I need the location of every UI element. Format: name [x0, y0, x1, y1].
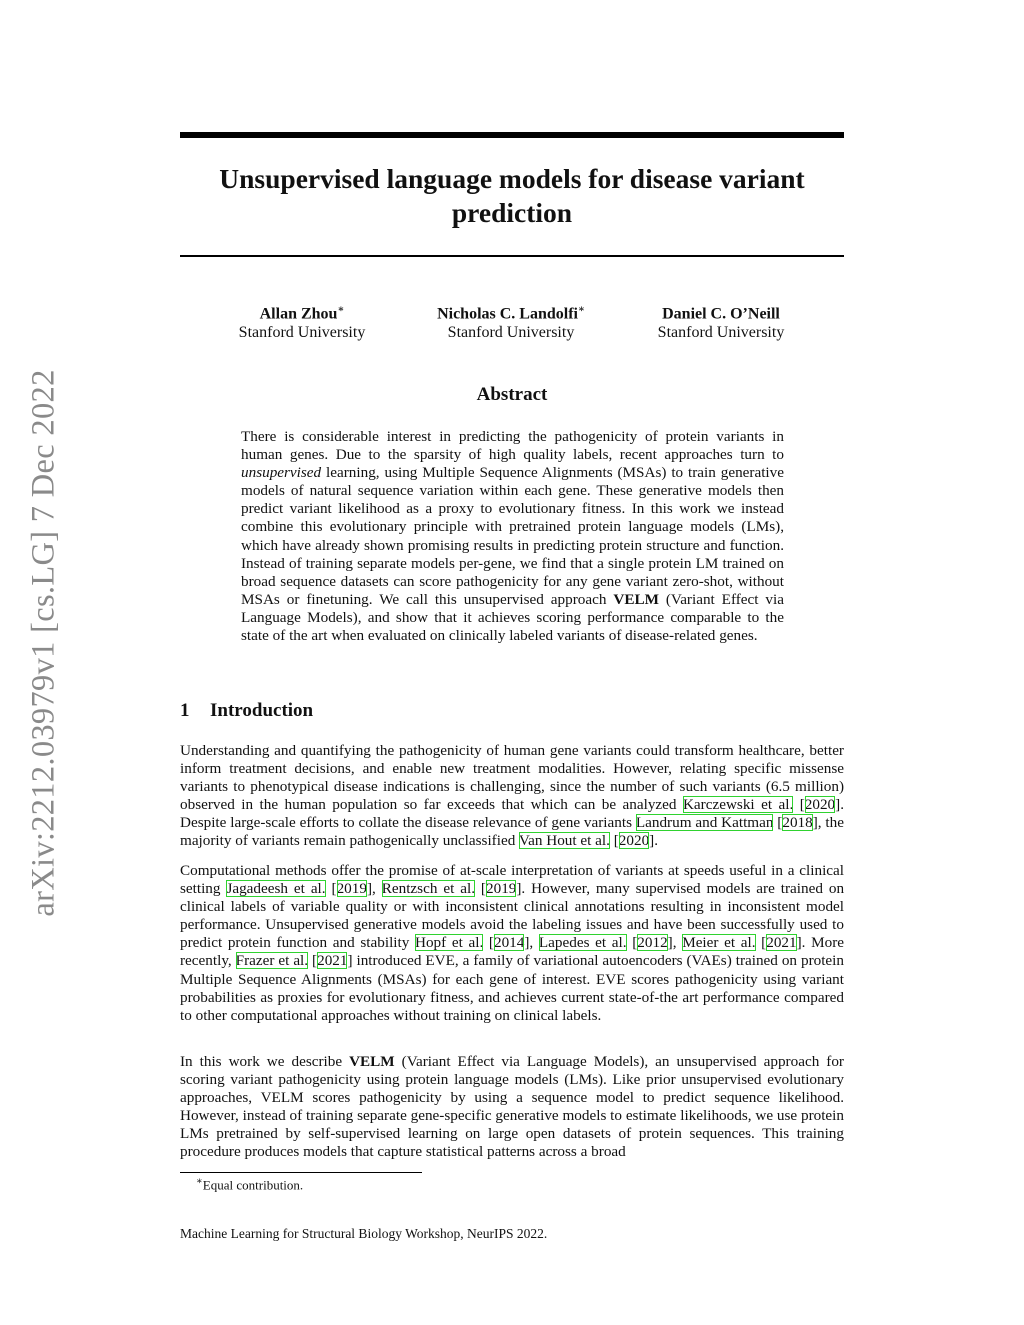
paper-title: Unsupervised language models for disease variant prediction: [219, 163, 805, 228]
title-top-rule: [180, 132, 844, 138]
citation-link[interactable]: Lapedes et al.: [538, 934, 627, 952]
title-bottom-rule: [180, 255, 844, 257]
intro-paragraph-1: Understanding and quantifying the pathogenicity of human gene variants could transform healthcare, better inform treatment decisions, and enable new treatment modalities. However, relating specific missense variants to phenotypical disease indications is challenging, since the number of such variants (6.5 million) observed in the human population so far exceeds that which can be analyzed Karczewski et al. [2020]. Despite large-scale efforts to collate the disease relevance of gene variants Landrum and Kattman [2018], the majority of variants remain pathogenically unclassified Van Hout et al. [2020].: [180, 742, 844, 850]
author-3: [616, 300, 826, 342]
citation-link[interactable]: Frazer et al.: [235, 952, 309, 970]
citation-year-link[interactable]: 2018: [782, 814, 813, 832]
author-affiliation: Stanford University: [238, 324, 366, 342]
citation-link[interactable]: Landrum and Kattman: [635, 814, 774, 832]
author-name: Daniel C. O’Neill: [662, 305, 780, 323]
section-heading: 1 Introduction: [180, 700, 314, 721]
citation-link[interactable]: Jagadeesh et al.: [226, 880, 326, 898]
citation-link[interactable]: Karczewski et al.: [682, 796, 794, 814]
abstract-text: There is considerable interest in predicting the pathogenicity of protein variants in human genes. Due to the sparsity of high quality labels, recent approaches turn to unsupervised learning, using Multiple Sequence Alignments (MSAs) to train generative models of natural sequence variation within each gene. These generative models then predict variant likelihood as a proxy to evolutionary fitness. In this work we instead combine this evolutionary principle with pretrained protein language models (LMs), which have already shown promising results in predicting protein structure and function. Instead of training separate models per-gene, we find that a single protein LM trained on broad sequence datasets can score pathogenicity for any gene variant zero-shot, without MSAs or finetuning. We call this unsupervised approach VELM (Variant Effect via Language Models), and show that it achieves scoring performance comparable to the state of the art when evaluated on clinically labeled variants of disease-related genes.: [241, 428, 784, 645]
footnote: ∗Equal contribution.: [196, 1176, 304, 1193]
abstract-heading: Abstract: [476, 384, 548, 405]
author-1: [197, 300, 407, 342]
author-affiliation: Stanford University: [447, 324, 575, 342]
citation-year-link[interactable]: 2014: [493, 934, 525, 952]
author-name: Allan Zhou∗: [259, 304, 345, 323]
citation-link[interactable]: Van Hout et al.: [518, 832, 610, 850]
author-name: Nicholas C. Landolfi∗: [437, 304, 585, 323]
citation-year-link[interactable]: 2019: [336, 880, 367, 898]
venue-footer: Machine Learning for Structural Biology Workshop, NeurIPS 2022.: [180, 1226, 548, 1241]
citation-year-link[interactable]: 2019: [486, 880, 517, 898]
citation-year-link[interactable]: 2020: [618, 832, 650, 850]
author-2: [406, 300, 616, 342]
intro-paragraph-3: In this work we describe VELM (Variant Effect via Language Models), an unsupervised approach for scoring variant pathogenicity using protein language models (LMs). Like prior unsupervised evolutionary approaches, VELM scores pathogenicity by using a sequence model to predict sequence likelihood. However, instead of training separate gene-specific generative models to estimate likelihoods, we use protein LMs pretrained by self-supervised learning on large open datasets of protein sequences. This training procedure produces models that capture statistical patterns across a broad: [180, 1053, 844, 1161]
arxiv-identifier: [22, 355, 66, 930]
author-affiliation: Stanford University: [657, 324, 785, 342]
citation-year-link[interactable]: 2021: [766, 934, 797, 952]
arxiv-identifier-text: arXiv:2212.03979v1 [cs.LG] 7 Dec 2022: [25, 368, 62, 917]
citation-link[interactable]: Meier et al.: [682, 934, 756, 952]
intro-paragraph-2: Computational methods offer the promise of at-scale interpretation of variants at speeds useful in a clinical setting Jagadeesh et al. [2019], Rentzsch et al. [2019]. However, many supervised models are trained on clinical labels of variable quality or with inconsistent clinical annotations resulting in inconsistent model performance. Unsupervised generative models avoid the labeling issues and have been successfully used to predict protein function and stability Hopf et al. [2014], Lapedes et al. [2012], Meier et al. [2021]. More recently, Frazer et al. [2021] introduced EVE, a family of variational autoencoders (VAEs) trained on protein Multiple Sequence Alignments (MSAs) for each gene of interest. EVE scores pathogenicity using variant probabilities as proxies for evolutionary fitness, and achieves current state-of-the art performance compared to other computational approaches without training on clinical labels.: [180, 862, 845, 1024]
citation-link[interactable]: Hopf et al.: [414, 934, 484, 952]
footnote-rule: [180, 1172, 422, 1173]
citation-year-link[interactable]: 2021: [317, 952, 348, 970]
citation-year-link[interactable]: 2020: [804, 796, 836, 814]
citation-link[interactable]: Rentzsch et al.: [381, 880, 475, 898]
citation-year-link[interactable]: 2012: [637, 934, 668, 952]
